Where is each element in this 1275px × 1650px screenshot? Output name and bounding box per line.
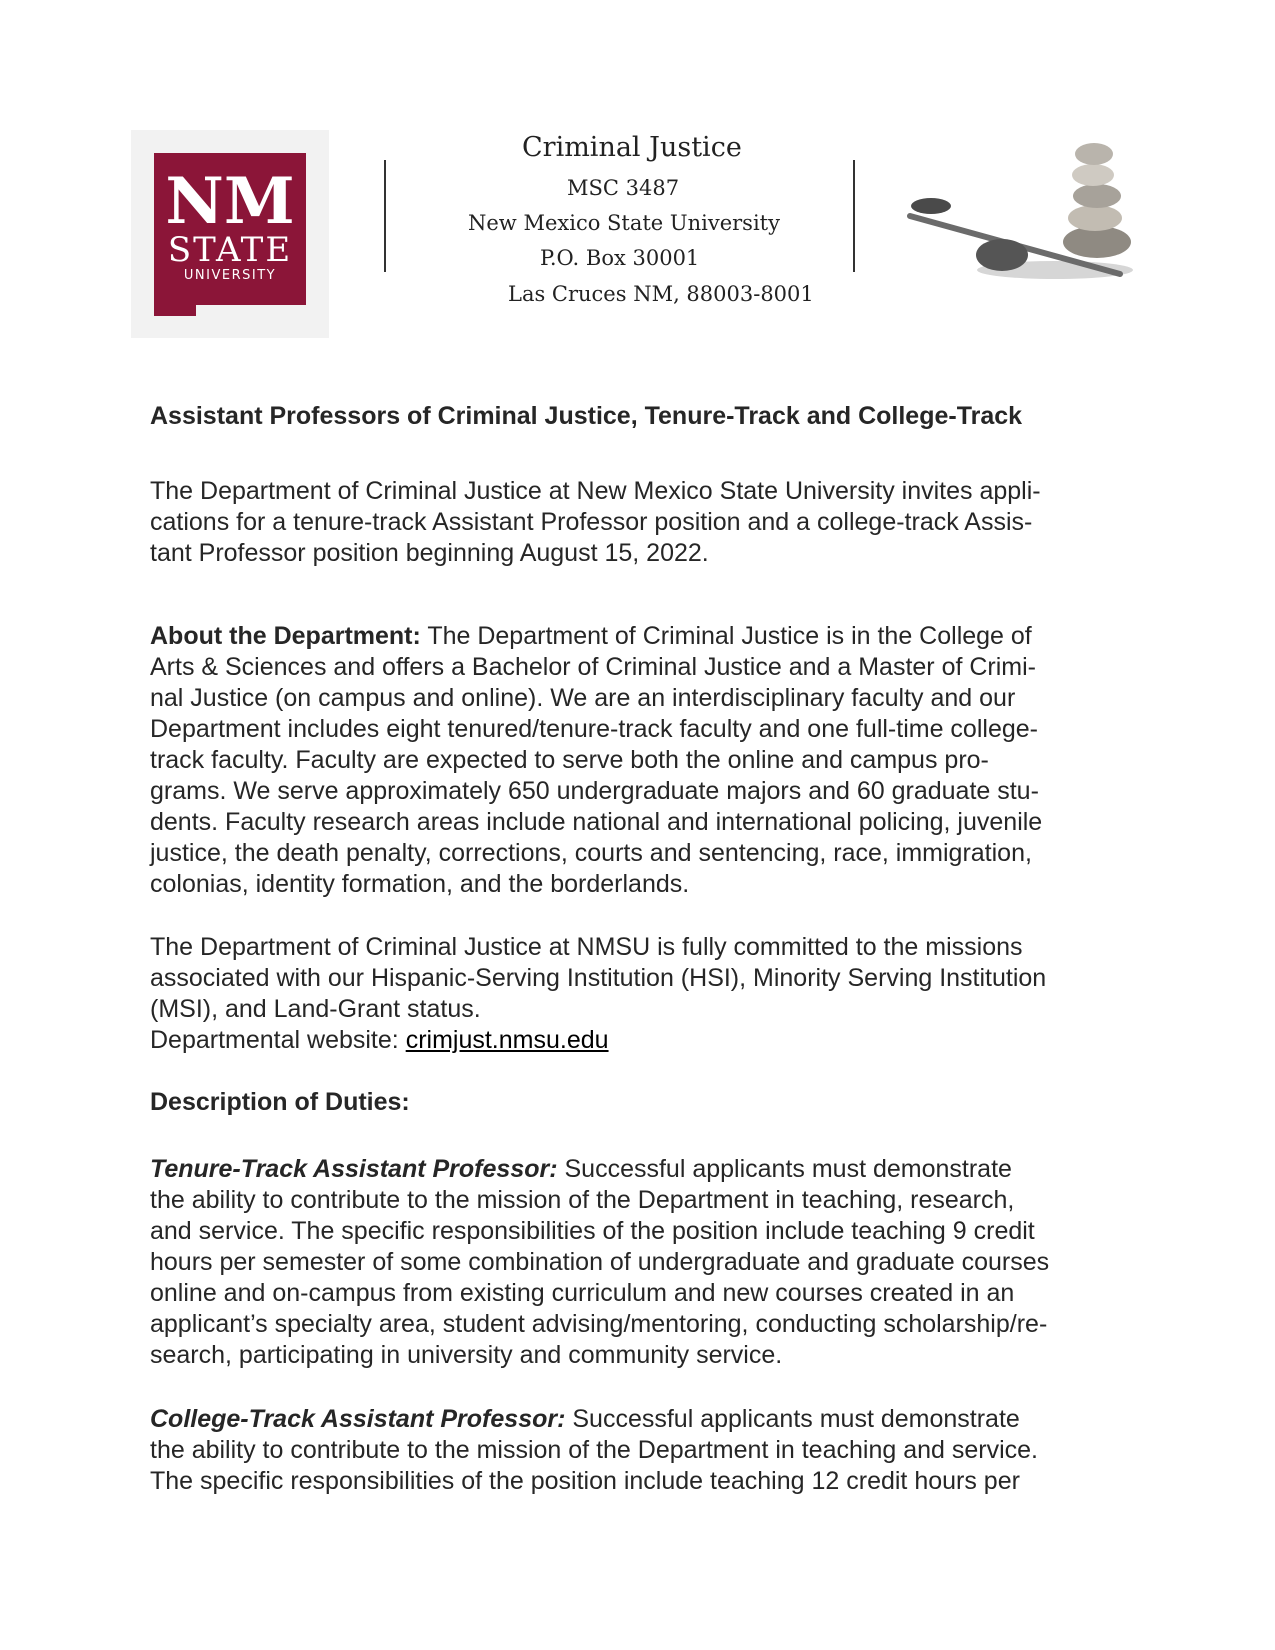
logo-line-university: UNIVERSITY — [183, 268, 277, 283]
letterhead-department: Criminal Justice — [522, 132, 742, 163]
about-label: About the Department: — [150, 622, 421, 650]
about-line: nal Justice (on campus and online). We are an interdisciplinary faculty and our — [150, 684, 1016, 712]
tenure-line: search, participating in university and community service. — [150, 1341, 783, 1369]
college-line: the ability to contribute to the mission of the Department in teaching and service. — [150, 1436, 1038, 1464]
tenure-line: Successful applicants must demonstrate — [557, 1155, 1012, 1183]
tenure-line: applicant’s specialty area, student advising/mentoring, conducting scholarship/re- — [150, 1310, 1048, 1338]
about-line: dents. Faculty research areas include national and international policing, juvenile — [150, 808, 1043, 836]
about-line: grams. We serve approximately 650 undergraduate majors and 60 graduate stu- — [150, 777, 1039, 805]
balancing-stones-image — [905, 138, 1135, 296]
tenure-line: the ability to contribute to the mission of the Department in teaching, research, — [150, 1186, 1015, 1214]
duties-heading: Description of Duties: — [150, 1088, 410, 1116]
mission-line: associated with our Hispanic-Serving Institution (HSI), Minority Serving Institution — [150, 964, 1047, 992]
tenure-line: and service. The specific responsibilities of the position include teaching 9 credit — [150, 1217, 1035, 1245]
about-paragraph — [150, 621, 1130, 900]
tenure-line: hours per semester of some combination of undergraduate and graduate courses — [150, 1248, 1050, 1276]
tenure-track-label: Tenure-Track Assistant Professor: — [150, 1155, 558, 1183]
college-line: Successful applicants must demonstrate — [565, 1405, 1020, 1433]
mission-line: (MSI), and Land-Grant status. — [150, 995, 481, 1023]
logo-line-state: STATE — [167, 230, 293, 270]
page-title: Assistant Professors of Criminal Justice, Tenure-Track and College-Track — [150, 402, 1023, 430]
mission-paragraph — [150, 932, 1130, 1056]
letterhead-po-box: P.O. Box 30001 — [540, 246, 700, 270]
about-line: Arts & Sciences and offers a Bachelor of Criminal Justice and a Master of Crimi- — [150, 653, 1036, 681]
letterhead-university: New Mexico State University — [468, 211, 780, 235]
tenure-track-paragraph — [150, 1154, 1130, 1371]
header-divider-right — [853, 160, 855, 272]
intro-line: The Department of Criminal Justice at New Mexico State University invites appli- — [150, 477, 1041, 505]
nmsu-logo — [154, 153, 306, 316]
intro-paragraph — [150, 476, 1130, 569]
website-link[interactable]: crimjust.nmsu.edu — [405, 1026, 609, 1054]
intro-line: cations for a tenure-track Assistant Professor position and a college-track Assis- — [150, 508, 1033, 536]
college-track-paragraph — [150, 1404, 1130, 1497]
about-line: track faculty. Faculty are expected to serve both the online and campus pro- — [150, 746, 989, 774]
about-line: justice, the death penalty, corrections, courts and sentencing, race, immigration, — [150, 839, 1032, 867]
about-line: colonias, identity formation, and the borderlands. — [150, 870, 690, 898]
college-line: The specific responsibilities of the position include teaching 12 credit hours per — [150, 1467, 1020, 1495]
mission-line: The Department of Criminal Justice at NMSU is fully committed to the missions — [150, 933, 1023, 961]
tenure-line: online and on-campus from existing curriculum and new courses created in an — [150, 1279, 1015, 1307]
college-track-label: College-Track Assistant Professor: — [150, 1405, 566, 1433]
about-line: The Department of Criminal Justice is in the College of — [420, 622, 1032, 650]
header-divider-left — [384, 160, 386, 272]
logo-line-nm: NM — [165, 164, 295, 239]
letterhead-city: Las Cruces NM, 88003-8001 — [508, 282, 814, 306]
website-label: Departmental website: — [150, 1026, 406, 1054]
letterhead-msc: MSC 3487 — [567, 176, 680, 200]
intro-line: tant Professor position beginning August 15, 2022. — [150, 539, 709, 567]
about-line: Department includes eight tenured/tenure-track faculty and one full-time college- — [150, 715, 1038, 743]
